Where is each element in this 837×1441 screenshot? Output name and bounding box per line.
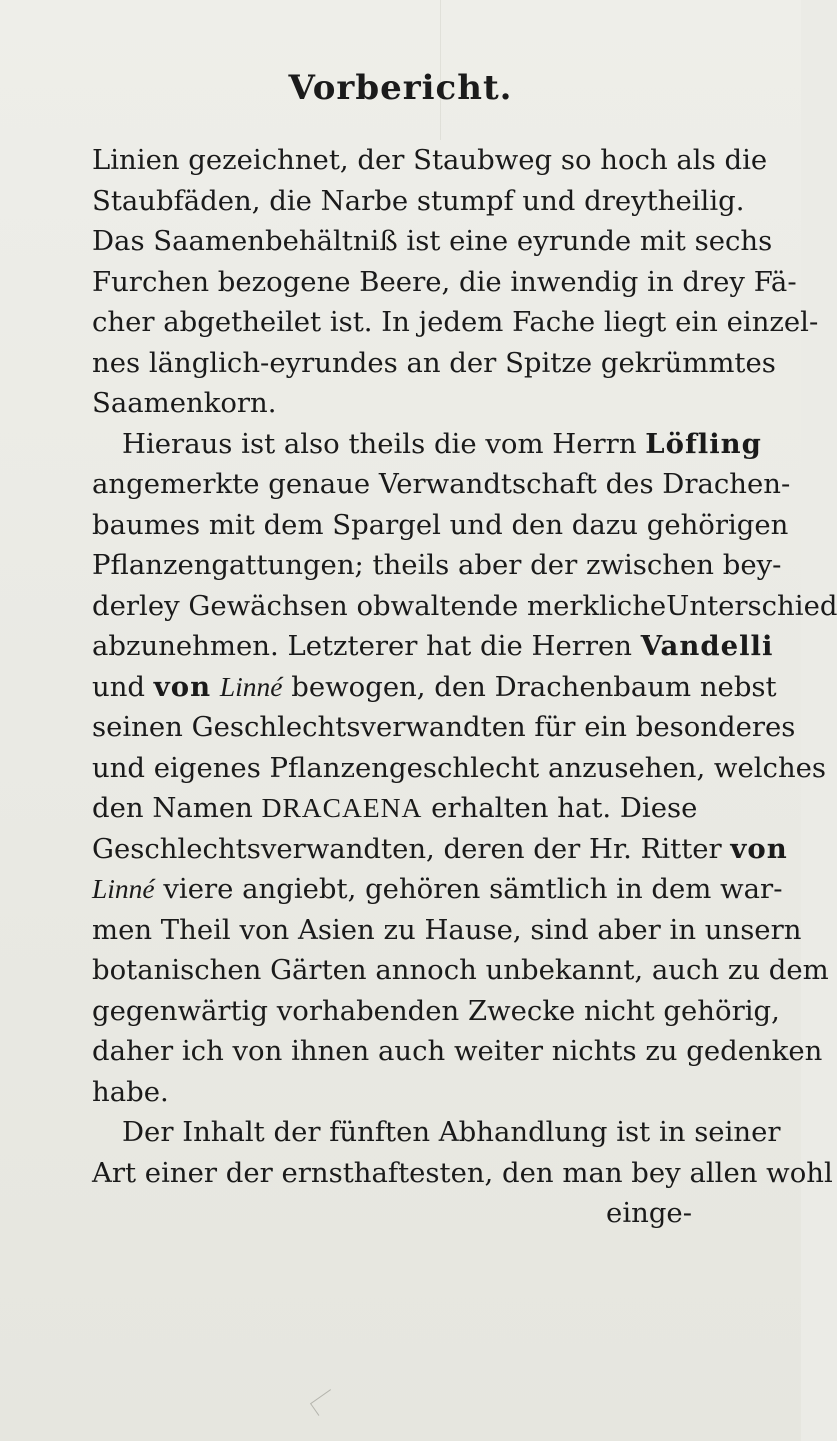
text-line: [92, 707, 796, 748]
text-line: [92, 869, 783, 910]
text-segment: Pflanzengattungen; theils aber der zwischen bey-: [92, 549, 782, 581]
text-line: [92, 221, 773, 262]
text-line: [92, 991, 780, 1032]
text-segment: Art einer der ernsthaftesten, den man bey allen wohl: [92, 1156, 833, 1189]
text-segment: Furchen bezogene Beere, die inwendig in drey Fä-: [92, 265, 797, 298]
text-line: [92, 545, 782, 586]
text-segment: und: [92, 670, 154, 703]
text-line: [92, 788, 712, 829]
text-line: [92, 1153, 833, 1194]
text-line: [92, 1193, 712, 1234]
text-line: [92, 181, 745, 222]
text-segment: und eigenes Pflanzengeschlecht anzusehen, welches: [92, 751, 827, 784]
text-segment: daher ich von ihnen auch weiter nichts zu gedenken: [92, 1035, 823, 1067]
text-segment: Linien gezeichnet, der Staubweg so hoch als die: [92, 144, 768, 176]
text-segment: einge-: [606, 1197, 692, 1229]
text-segment: Hieraus ist also theils die vom Herrn: [122, 427, 646, 460]
text-segment: cher abgetheilet ist. In jedem Fache liegt ein einzel-: [92, 306, 819, 338]
text-line: [92, 586, 837, 627]
text-segment: Das Saamenbehältniß ist eine eyrunde mit sechs: [92, 225, 773, 257]
text-segment: men Theil von Asien zu Hause, sind aber in unsern: [92, 913, 802, 946]
emphasized-name: Vandelli: [640, 630, 774, 662]
text-line: [92, 748, 827, 789]
text-line: [92, 424, 762, 465]
text-line: [92, 302, 819, 343]
text-segment: baumes mit dem Spargel und den dazu gehörigen: [92, 508, 789, 541]
text-line: [92, 464, 791, 505]
text-line: [92, 1112, 781, 1153]
text-line: [92, 505, 789, 546]
text-segment: angemerkte genaue Verwandtschaft des Drachen-: [92, 468, 791, 500]
text-segment: botanischen Gärten annoch unbekannt, auch zu dem: [92, 954, 829, 986]
text-line: [92, 262, 797, 303]
text-segment: viere angiebt, gehören sämtlich in dem war-: [154, 873, 783, 905]
text-segment: Staubfäden, die Narbe stumpf und dreytheilig.: [92, 184, 745, 217]
text-line: [92, 343, 776, 384]
text-segment: Geschlechtsverwandten, deren der Hr. Ritter: [92, 832, 731, 865]
latin-name: Linné: [92, 873, 155, 904]
text-line: [92, 626, 774, 667]
text-segment: erhalten hat. Diese: [422, 792, 698, 824]
text-line: [92, 383, 712, 424]
ink-mark: [310, 1389, 339, 1416]
text-segment: gegenwärtig vorhabenden Zwecke nicht gehörig,: [92, 994, 780, 1027]
body-text: [92, 140, 837, 1234]
page-header: Vorbericht.: [288, 68, 513, 108]
text-segment: Saamenkorn.: [92, 387, 277, 419]
text-segment: habe.: [92, 1075, 169, 1108]
text-line: [92, 829, 788, 870]
emphasized-name: von: [153, 670, 212, 703]
text-segment: seinen Geschlechtsverwandten für ein besonderes: [92, 711, 796, 743]
text-line: [92, 140, 768, 181]
text-segment: derley Gewächsen obwaltende merklicheUnterschied: [92, 589, 837, 622]
text-line: [92, 910, 802, 951]
text-line: [92, 1031, 823, 1072]
text-segment: Der Inhalt der fünften Abhandlung ist in seiner: [122, 1116, 781, 1148]
text-segment: bewogen, den Drachenbaum nebst: [282, 670, 777, 703]
text-segment: den Namen: [92, 792, 262, 824]
genus-name: DRACAENA: [261, 792, 423, 823]
emphasized-name: Löfling: [645, 427, 762, 460]
text-line: [92, 950, 829, 991]
text-segment: abzunehmen. Letzterer hat die Herren: [92, 630, 641, 662]
text-segment: nes länglich-eyrundes an der Spitze gekrümmtes: [92, 346, 776, 379]
emphasized-name: von: [730, 832, 788, 865]
text-segment: [211, 671, 220, 703]
latin-name: Linné: [219, 670, 283, 702]
text-line: [92, 667, 777, 708]
text-line: [92, 1072, 712, 1113]
